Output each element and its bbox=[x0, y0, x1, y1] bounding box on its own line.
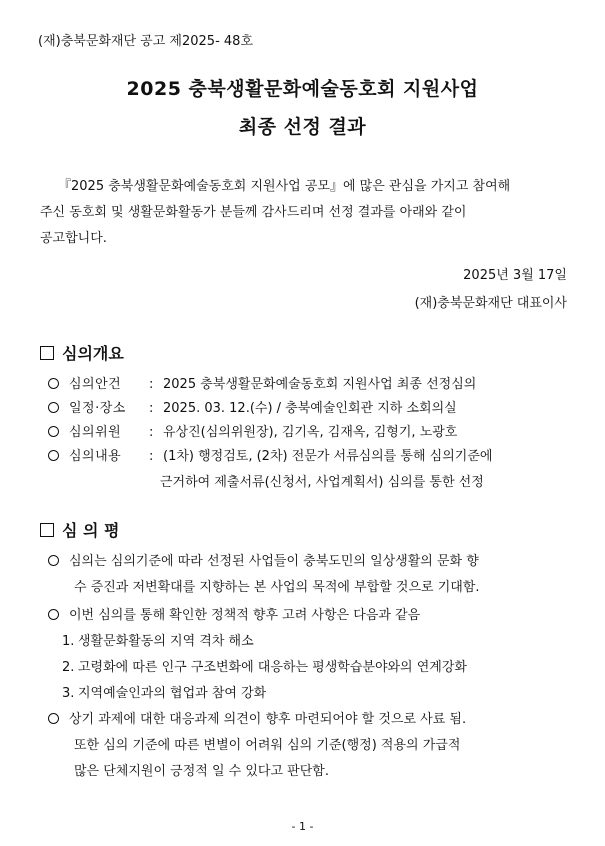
overview-value-continuation: 근거하여 제출서류(신청서, 사업계획서) 심의를 통한 선정 bbox=[160, 475, 484, 490]
circle-bullet-icon bbox=[48, 378, 59, 389]
list-number: 1. bbox=[62, 634, 75, 649]
section-heading-overview bbox=[40, 341, 124, 364]
overview-item: 심의위원 : 유상진(심의위원장), 김기옥, 김재옥, 김형기, 노광호 bbox=[48, 421, 457, 440]
list-item bbox=[62, 656, 467, 675]
circle-bullet-icon bbox=[48, 426, 59, 437]
page-number: - 1 - bbox=[291, 820, 314, 833]
notice-number: (재)충북문화재단 공고 제2025- 48호 bbox=[38, 34, 253, 49]
document-title: 2025 충북생활문화예술동호회 지원사업 bbox=[126, 78, 479, 100]
overview-value: 2025 충북생활문화예술동호회 지원사업 최종 선정심의 bbox=[163, 377, 477, 392]
issuer-name: (재)충북문화재단 대표이사 bbox=[414, 296, 567, 311]
overview-item: 일정·장소 : 2025. 03. 12.(수) / 충북예술인회관 지하 소회의실 bbox=[48, 397, 457, 416]
intro-line: 『2025 충북생활문화예술동호회 지원사업 공모』에 많은 관심을 가지고 참여해 bbox=[58, 179, 511, 194]
overview-label: 심의안건 bbox=[69, 377, 122, 392]
intro-line: 주신 동호회 및 생활문화활동가 분들께 감사드리며 선정 결과를 아래와 같이 bbox=[40, 205, 467, 220]
review-text: 상기 과제에 대한 대응과제 의견이 향후 마련되어야 할 것으로 사료 됨. bbox=[69, 712, 467, 727]
review-text-continuation: 또한 심의 기준에 따른 변별이 어려워 심의 기준(행정) 적용의 가급적 bbox=[74, 738, 461, 753]
list-number: 3. bbox=[62, 686, 75, 701]
overview-item: 심의내용 : (1차) 행정검토, (2차) 전문가 서류심의를 통해 심의기준에 bbox=[48, 445, 492, 464]
list-text: 지역예술인과의 협업과 참여 강화 bbox=[78, 686, 267, 701]
document-subtitle: 최종 선정 결과 bbox=[238, 116, 367, 138]
review-text-continuation: 수 증진과 저변확대를 지향하는 본 사업의 목적에 부합할 것으로 기대함. bbox=[74, 580, 480, 595]
overview-value: (1차) 행정검토, (2차) 전문가 서류심의를 통해 심의기준에 bbox=[163, 449, 493, 464]
circle-bullet-icon bbox=[48, 402, 59, 413]
announcement-date: 2025년 3월 17일 bbox=[463, 268, 567, 283]
list-text: 고령화에 따른 인구 구조변화에 대응하는 평생학습분야와의 연계강화 bbox=[78, 660, 467, 675]
list-text: 생활문화활동의 지역 격차 해소 bbox=[78, 634, 254, 649]
section-heading-review bbox=[40, 518, 120, 541]
review-text: 이번 심의를 통해 확인한 정책적 향후 고려 사항은 다음과 같음 bbox=[69, 608, 421, 623]
review-paragraph bbox=[48, 604, 420, 623]
list-item bbox=[62, 630, 254, 649]
circle-bullet-icon bbox=[48, 713, 59, 724]
review-paragraph bbox=[48, 550, 479, 569]
overview-value: 유상진(심의위원장), 김기옥, 김재옥, 김형기, 노광호 bbox=[163, 425, 458, 440]
overview-label: 심의위원 bbox=[69, 425, 122, 440]
circle-bullet-icon bbox=[48, 450, 59, 461]
circle-bullet-icon bbox=[48, 609, 59, 620]
list-number: 2. bbox=[62, 660, 75, 675]
review-paragraph bbox=[48, 708, 466, 727]
overview-value: 2025. 03. 12.(수) / 충북예술인회관 지하 소회의실 bbox=[163, 401, 457, 416]
square-bullet-icon bbox=[40, 346, 54, 360]
section-heading-label: 심 의 평 bbox=[62, 521, 120, 540]
review-text: 심의는 심의기준에 따라 선정된 사업들이 충북도민의 일상생활의 문화 향 bbox=[69, 554, 479, 569]
overview-label: 일정·장소 bbox=[69, 401, 126, 416]
overview-label: 심의내용 bbox=[69, 449, 122, 464]
section-heading-label: 심의개요 bbox=[62, 344, 124, 363]
square-bullet-icon bbox=[40, 523, 54, 537]
intro-line: 공고합니다. bbox=[40, 231, 107, 246]
circle-bullet-icon bbox=[48, 555, 59, 566]
overview-item: 심의안건 : 2025 충북생활문화예술동호회 지원사업 최종 선정심의 bbox=[48, 373, 476, 392]
intro-paragraph bbox=[40, 174, 568, 252]
list-item bbox=[62, 682, 266, 701]
review-text-continuation: 많은 단체지원이 긍정적 일 수 있다고 판단함. bbox=[74, 764, 329, 779]
